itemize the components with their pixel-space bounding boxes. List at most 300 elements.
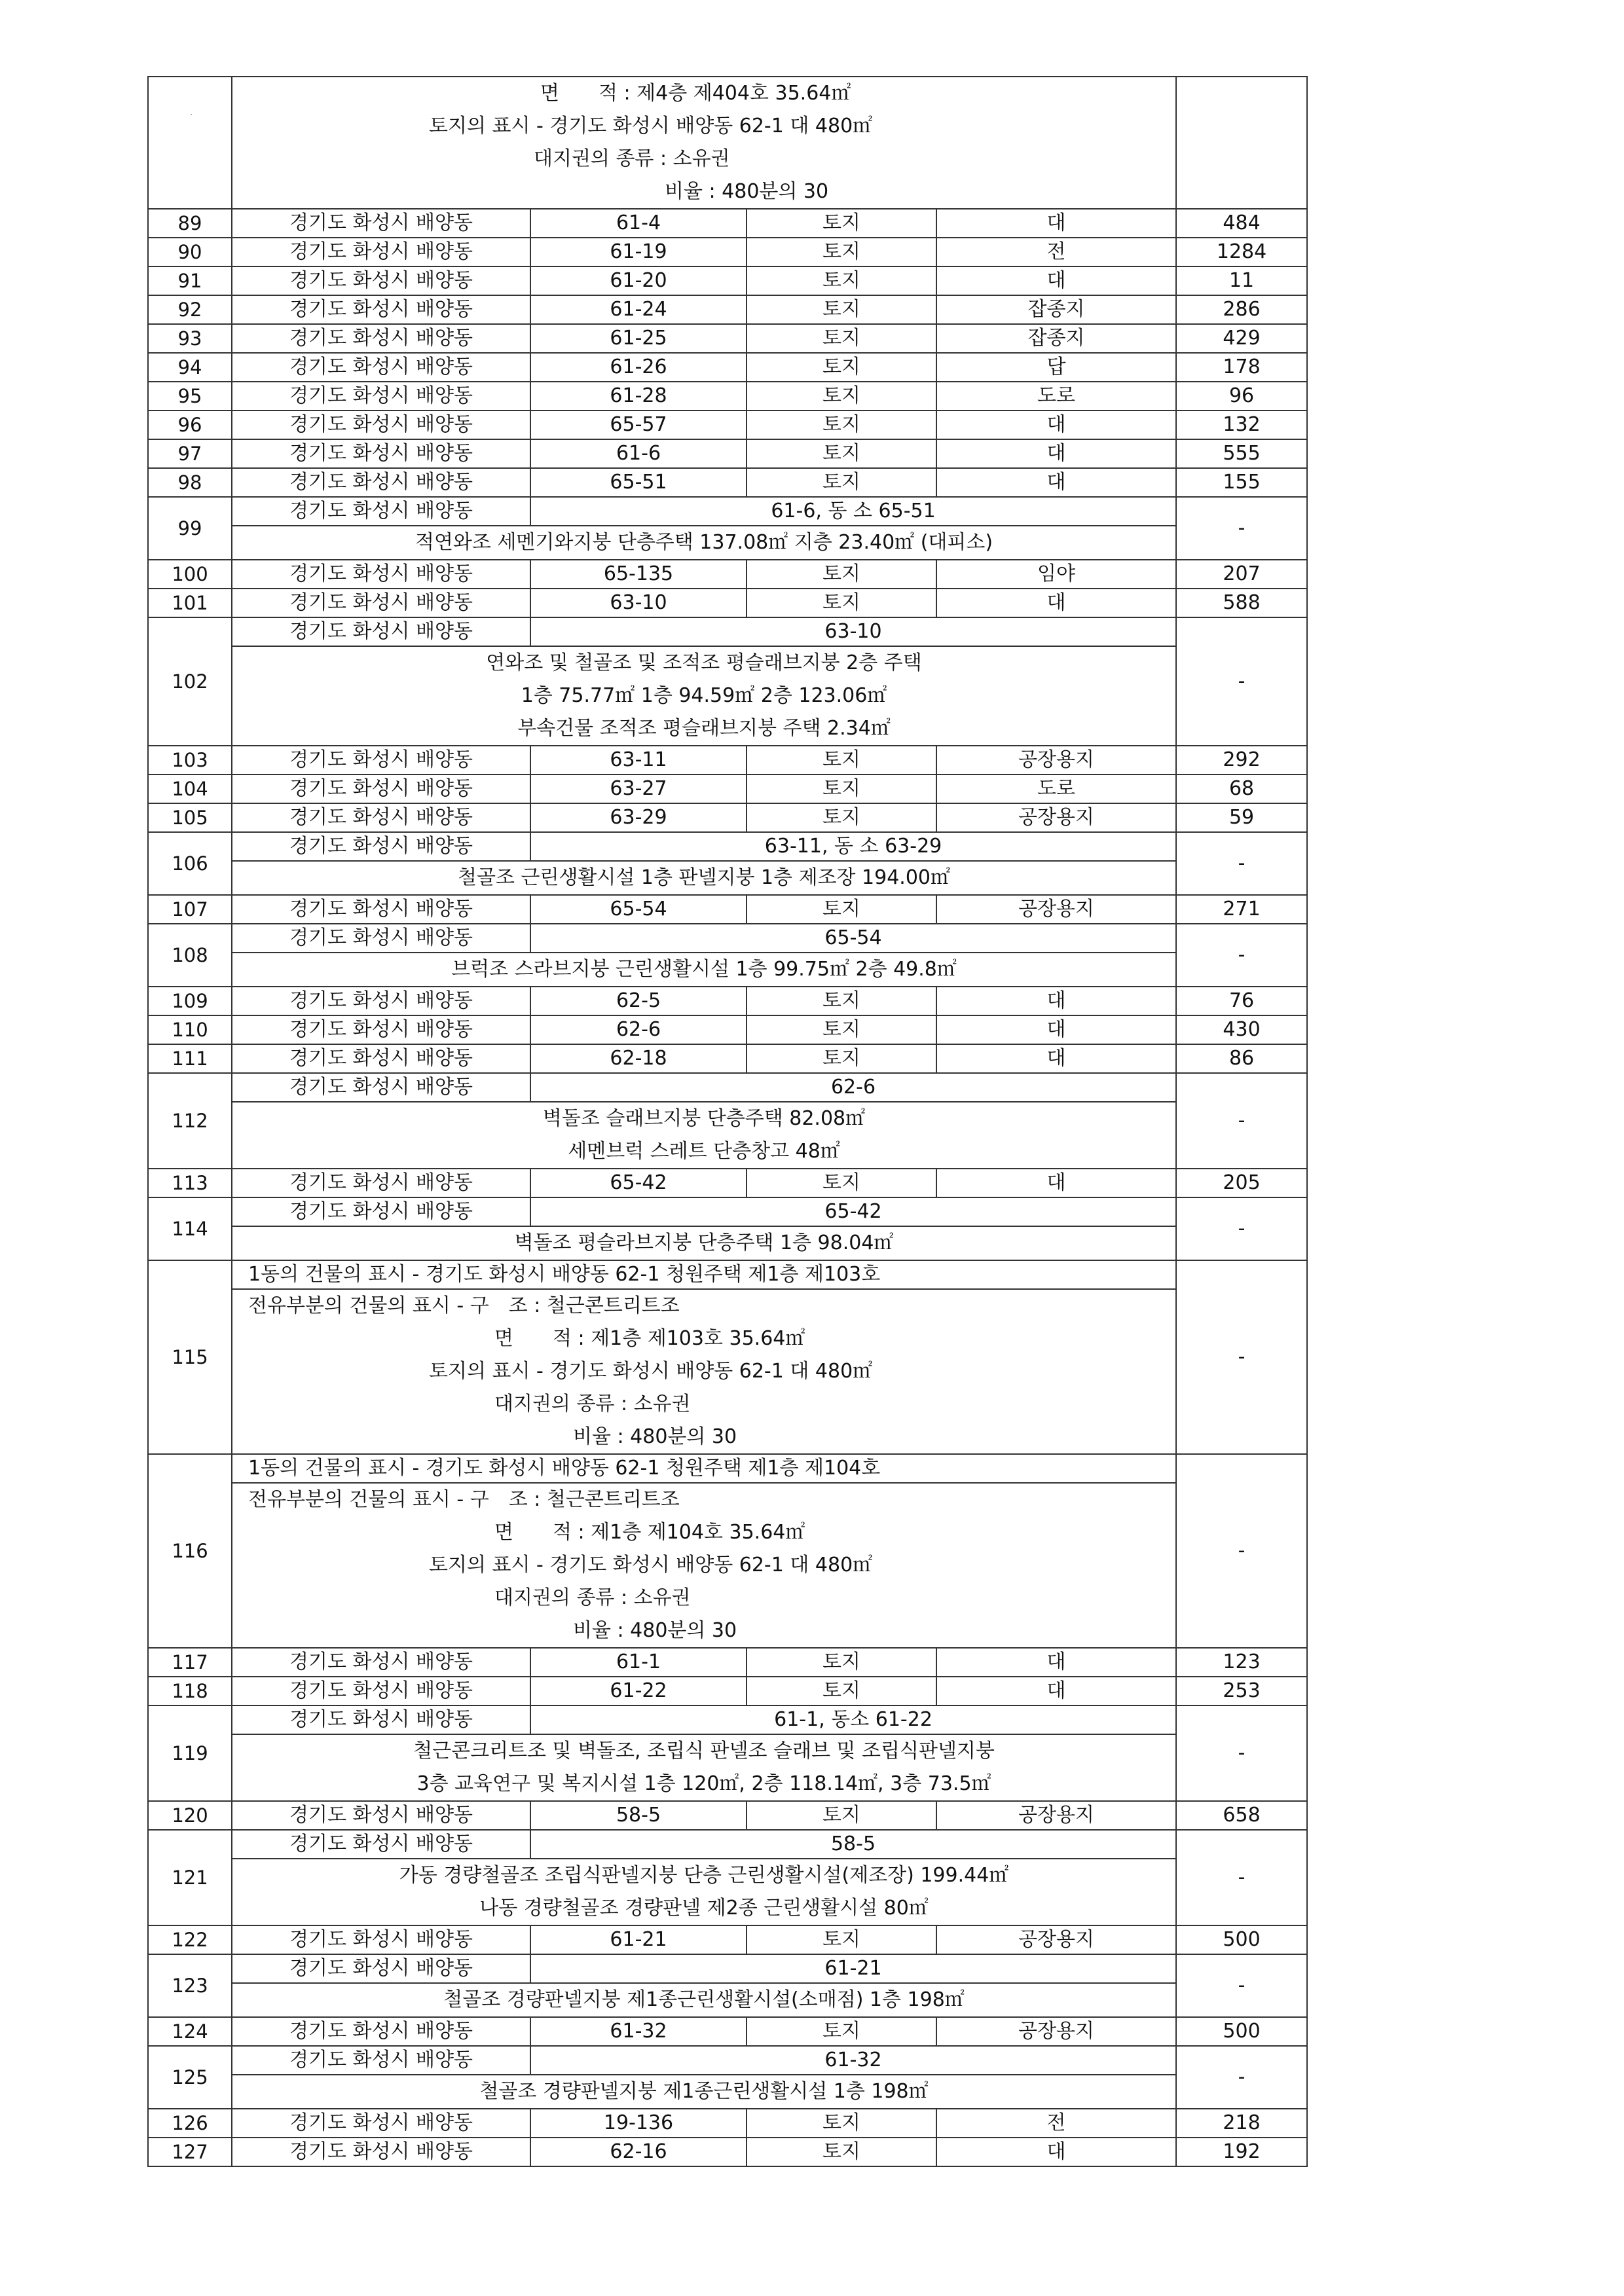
area-dash-cell: -	[1176, 1073, 1307, 1169]
address-cell: 경기도 화성시 배양동	[232, 497, 530, 526]
area-dash-cell: -	[1176, 924, 1307, 987]
row-number: 108	[148, 924, 232, 987]
table-row	[148, 1044, 1307, 1073]
address-cell: 경기도 화성시 배양동	[232, 987, 530, 1015]
row-number: 101	[148, 589, 232, 617]
address-cell: 경기도 화성시 배양동	[232, 803, 530, 832]
row-number: 121	[148, 1830, 232, 1925]
row-number: 116	[148, 1454, 232, 1648]
table-row	[148, 895, 1307, 924]
row-number: 99	[148, 497, 232, 560]
lot-number-cell: 65-42	[530, 1169, 747, 1197]
category-cell: 토지	[747, 295, 936, 324]
lot-number-cell: 63-11	[530, 746, 747, 774]
table-row	[148, 1925, 1307, 1954]
area-value-cell: 155	[1176, 468, 1307, 497]
building-description-cell	[232, 646, 1176, 746]
row-number: 113	[148, 1169, 232, 1197]
building-lot-cell: 61-32	[530, 2046, 1176, 2075]
category-cell: 토지	[747, 209, 936, 238]
area-dash-cell: -	[1176, 1705, 1307, 1801]
area-value-cell: 588	[1176, 589, 1307, 617]
table-row	[148, 746, 1307, 774]
land-type-cell: 전	[936, 238, 1176, 266]
lot-number-cell: 63-29	[530, 803, 747, 832]
lot-number-cell: 61-22	[530, 1677, 747, 1705]
lot-number-cell: 19-136	[530, 2109, 747, 2138]
lot-number-cell: 61-4	[530, 209, 747, 238]
unit-detail-line: 면 적 : 제1층 제104호 35.64㎡	[494, 1521, 805, 1544]
category-cell: 토지	[747, 1801, 936, 1830]
address-cell: 경기도 화성시 배양동	[232, 617, 530, 646]
margin-mark: ·	[190, 110, 193, 120]
address-cell: 경기도 화성시 배양동	[232, 1705, 530, 1734]
category-cell: 토지	[747, 468, 936, 497]
address-cell: 경기도 화성시 배양동	[232, 895, 530, 924]
unit-description-cell	[232, 1483, 1176, 1648]
lot-number-cell: 61-25	[530, 324, 747, 353]
row-number: 125	[148, 2046, 232, 2109]
building-lot-cell: 61-21	[530, 1954, 1176, 1983]
address-cell: 경기도 화성시 배양동	[232, 209, 530, 238]
building-description-cell	[232, 1226, 1176, 1260]
table-row	[148, 209, 1307, 238]
unit-detail-line: 대지권의 종류 : 소유권	[494, 1586, 691, 1609]
area-value-cell: 484	[1176, 209, 1307, 238]
area-dash-cell: -	[1176, 497, 1307, 560]
building-description-cell	[232, 953, 1176, 987]
table-row	[148, 832, 1307, 861]
lot-number-cell: 65-51	[530, 468, 747, 497]
row-number: 97	[148, 439, 232, 468]
category-cell: 토지	[747, 1648, 936, 1677]
category-cell: 토지	[747, 2017, 936, 2046]
land-type-cell: 대	[936, 1015, 1176, 1044]
area-value-cell: 218	[1176, 2109, 1307, 2138]
area-value-cell: 430	[1176, 1015, 1307, 1044]
table-row	[148, 1830, 1307, 1859]
category-cell: 토지	[747, 353, 936, 382]
category-cell: 토지	[747, 382, 936, 410]
area-cell-empty	[1176, 77, 1307, 209]
land-type-cell: 대	[936, 468, 1176, 497]
address-cell: 경기도 화성시 배양동	[232, 1169, 530, 1197]
area-value-cell: 96	[1176, 382, 1307, 410]
row-number: 102	[148, 617, 232, 746]
table-row	[148, 266, 1307, 295]
area-value-cell: 132	[1176, 410, 1307, 439]
address-cell: 경기도 화성시 배양동	[232, 1801, 530, 1830]
land-type-cell: 대	[936, 987, 1176, 1015]
building-lot-cell: 62-6	[530, 1073, 1176, 1102]
area-dash-cell: -	[1176, 1260, 1307, 1454]
table-row	[148, 924, 1307, 953]
address-cell: 경기도 화성시 배양동	[232, 1648, 530, 1677]
table-row	[148, 803, 1307, 832]
building-description-cell	[232, 2075, 1176, 2109]
row-number: 117	[148, 1648, 232, 1677]
category-cell: 토지	[747, 266, 936, 295]
row-number: 123	[148, 1954, 232, 2017]
address-cell: 경기도 화성시 배양동	[232, 1015, 530, 1044]
table-row	[148, 2109, 1307, 2138]
address-cell: 경기도 화성시 배양동	[232, 2109, 530, 2138]
area-dash-cell: -	[1176, 1954, 1307, 2017]
land-type-cell: 대	[936, 1648, 1176, 1677]
address-cell: 경기도 화성시 배양동	[232, 238, 530, 266]
area-dash-cell: -	[1176, 1830, 1307, 1925]
land-type-cell: 대	[936, 589, 1176, 617]
address-cell: 경기도 화성시 배양동	[232, 1954, 530, 1983]
table-row	[148, 2017, 1307, 2046]
category-cell: 토지	[747, 1015, 936, 1044]
lot-number-cell: 61-24	[530, 295, 747, 324]
land-type-cell: 공장용지	[936, 1801, 1176, 1830]
table-row	[148, 468, 1307, 497]
table-row	[148, 1197, 1307, 1226]
row-number: 112	[148, 1073, 232, 1169]
table-row	[148, 1734, 1307, 1801]
category-cell: 토지	[747, 2109, 936, 2138]
building-detail-line: 철골조 경량판넬지붕 제1종근린생활시설 1층 198㎡	[479, 2080, 929, 2103]
unit-detail-line: 전유부분의 건물의 표시 - 구 조 : 철근콘트리트조	[248, 1488, 680, 1511]
lot-number-cell: 65-57	[530, 410, 747, 439]
land-type-cell: 대	[936, 266, 1176, 295]
building-lot-cell: 65-42	[530, 1197, 1176, 1226]
table-row	[148, 861, 1307, 895]
lot-number-cell: 63-27	[530, 774, 747, 803]
description-line: 비율 : 480분의 30	[665, 180, 829, 203]
land-type-cell: 답	[936, 353, 1176, 382]
table-row	[148, 2138, 1307, 2166]
row-number: 114	[148, 1197, 232, 1260]
table-row	[148, 646, 1307, 746]
address-cell: 경기도 화성시 배양동	[232, 2046, 530, 2075]
building-lot-cell: 61-6, 동 소 65-51	[530, 497, 1176, 526]
row-number: 89	[148, 209, 232, 238]
row-number: 107	[148, 895, 232, 924]
unit-description-cell	[232, 1289, 1176, 1454]
unit-detail-line: 면 적 : 제1층 제103호 35.64㎡	[494, 1327, 805, 1350]
building-detail-line: 가동 경량철골조 조립식판넬지붕 단층 근린생활시설(제조장) 199.44㎡	[399, 1864, 1009, 1887]
building-detail-line: 철골조 근린생활시설 1층 판넬지붕 1층 제조장 194.00㎡	[458, 866, 951, 889]
table-row	[148, 1954, 1307, 1983]
table-row	[148, 1483, 1307, 1648]
building-detail-line: 브럭조 스라브지붕 근린생활시설 1층 99.75㎡ 2층 49.8㎡	[451, 958, 957, 981]
row-number: 126	[148, 2109, 232, 2138]
lot-number-cell: 62-18	[530, 1044, 747, 1073]
address-cell: 경기도 화성시 배양동	[232, 832, 530, 861]
table-row	[148, 1260, 1307, 1289]
building-lot-cell: 58-5	[530, 1830, 1176, 1859]
unit-detail-line: 비율 : 480분의 30	[573, 1425, 737, 1448]
table-row	[148, 295, 1307, 324]
address-cell: 경기도 화성시 배양동	[232, 353, 530, 382]
header-description-cell	[232, 77, 1176, 209]
address-cell: 경기도 화성시 배양동	[232, 439, 530, 468]
category-cell: 토지	[747, 803, 936, 832]
row-number: 98	[148, 468, 232, 497]
building-detail-line: 철근콘크리트조 및 벽돌조, 조립식 판넬조 슬래브 및 조립식판넬지붕	[413, 1740, 995, 1762]
category-cell: 토지	[747, 1925, 936, 1954]
building-description-cell	[232, 1859, 1176, 1925]
table-row	[148, 1289, 1307, 1454]
address-cell: 경기도 화성시 배양동	[232, 2017, 530, 2046]
table-row	[148, 1015, 1307, 1044]
row-number: 115	[148, 1260, 232, 1454]
address-cell: 경기도 화성시 배양동	[232, 266, 530, 295]
table-row	[148, 353, 1307, 382]
address-cell: 경기도 화성시 배양동	[232, 1197, 530, 1226]
building-title-cell: 1동의 건물의 표시 - 경기도 화성시 배양동 62-1 청원주택 제1층 제103호	[232, 1260, 1176, 1289]
unit-detail-line: 토지의 표시 - 경기도 화성시 배양동 62-1 대 480㎡	[429, 1360, 873, 1383]
land-type-cell: 잡종지	[936, 295, 1176, 324]
address-cell: 경기도 화성시 배양동	[232, 468, 530, 497]
category-cell: 토지	[747, 324, 936, 353]
address-cell: 경기도 화성시 배양동	[232, 746, 530, 774]
building-detail-line: 벽돌조 슬래브지붕 단층주택 82.08㎡	[542, 1107, 866, 1130]
area-value-cell: 500	[1176, 1925, 1307, 1954]
description-line: 면 적 : 제4층 제404호 35.64㎡	[540, 82, 851, 105]
category-cell: 토지	[747, 1044, 936, 1073]
lot-number-cell: 61-21	[530, 1925, 747, 1954]
row-number: 105	[148, 803, 232, 832]
description-line: 토지의 표시 - 경기도 화성시 배양동 62-1 대 480㎡	[429, 115, 873, 137]
category-cell: 토지	[747, 439, 936, 468]
building-description-cell	[232, 1734, 1176, 1801]
lot-number-cell: 62-5	[530, 987, 747, 1015]
table-row	[148, 617, 1307, 646]
area-value-cell: 205	[1176, 1169, 1307, 1197]
area-value-cell: 207	[1176, 560, 1307, 589]
table-row	[148, 1983, 1307, 2017]
table-row	[148, 589, 1307, 617]
lot-number-cell: 65-54	[530, 895, 747, 924]
row-number: 104	[148, 774, 232, 803]
row-number: 110	[148, 1015, 232, 1044]
area-dash-cell: -	[1176, 832, 1307, 895]
building-detail-line: 연와조 및 철골조 및 조적조 평슬래브지붕 2층 주택	[486, 651, 922, 674]
row-number: 94	[148, 353, 232, 382]
land-type-cell: 대	[936, 439, 1176, 468]
land-type-cell: 공장용지	[936, 803, 1176, 832]
row-number: 103	[148, 746, 232, 774]
lot-number-cell: 61-19	[530, 238, 747, 266]
table-row	[148, 238, 1307, 266]
row-number-cell-empty	[148, 77, 232, 209]
table-row	[148, 560, 1307, 589]
address-cell: 경기도 화성시 배양동	[232, 382, 530, 410]
unit-detail-line: 대지권의 종류 : 소유권	[494, 1393, 691, 1415]
table-row	[148, 2046, 1307, 2075]
description-line: 대지권의 종류 : 소유권	[534, 147, 730, 170]
land-type-cell: 도로	[936, 382, 1176, 410]
area-value-cell: 178	[1176, 353, 1307, 382]
table-row	[148, 526, 1307, 560]
address-cell: 경기도 화성시 배양동	[232, 774, 530, 803]
table-row	[148, 1226, 1307, 1260]
area-value-cell: 658	[1176, 1801, 1307, 1830]
table-row	[148, 987, 1307, 1015]
area-dash-cell: -	[1176, 1197, 1307, 1260]
land-type-cell: 공장용지	[936, 746, 1176, 774]
lot-number-cell: 62-6	[530, 1015, 747, 1044]
table-row	[148, 1801, 1307, 1830]
table-row	[148, 382, 1307, 410]
building-description-cell	[232, 526, 1176, 560]
land-type-cell: 대	[936, 1677, 1176, 1705]
table-row	[148, 774, 1307, 803]
area-dash-cell: -	[1176, 617, 1307, 746]
category-cell: 토지	[747, 410, 936, 439]
building-detail-line: 적연와조 세멘기와지붕 단층주택 137.08㎡ 지층 23.40㎡ (대피소)	[415, 531, 993, 554]
property-list-table	[147, 76, 1308, 2167]
area-value-cell: 292	[1176, 746, 1307, 774]
lot-number-cell: 61-6	[530, 439, 747, 468]
table-row	[148, 1677, 1307, 1705]
address-cell: 경기도 화성시 배양동	[232, 1073, 530, 1102]
row-number: 100	[148, 560, 232, 589]
category-cell: 토지	[747, 560, 936, 589]
area-value-cell: 76	[1176, 987, 1307, 1015]
building-detail-line: 3층 교육연구 및 복지시설 1층 120㎡, 2층 118.14㎡, 3층 73.5㎡	[416, 1772, 991, 1795]
area-value-cell: 59	[1176, 803, 1307, 832]
area-value-cell: 253	[1176, 1677, 1307, 1705]
land-type-cell: 대	[936, 1169, 1176, 1197]
area-value-cell: 1284	[1176, 238, 1307, 266]
land-type-cell: 대	[936, 1044, 1176, 1073]
lot-number-cell: 58-5	[530, 1801, 747, 1830]
land-type-cell: 도로	[936, 774, 1176, 803]
category-cell: 토지	[747, 1169, 936, 1197]
row-number: 127	[148, 2138, 232, 2166]
address-cell: 경기도 화성시 배양동	[232, 1044, 530, 1073]
land-type-cell: 대	[936, 209, 1176, 238]
land-type-cell: 전	[936, 2109, 1176, 2138]
area-dash-cell: -	[1176, 1454, 1307, 1648]
address-cell: 경기도 화성시 배양동	[232, 1925, 530, 1954]
table-row	[148, 1169, 1307, 1197]
lot-number-cell: 61-28	[530, 382, 747, 410]
category-cell: 토지	[747, 1677, 936, 1705]
land-type-cell: 임야	[936, 560, 1176, 589]
address-cell: 경기도 화성시 배양동	[232, 2138, 530, 2166]
table-row	[148, 2075, 1307, 2109]
category-cell: 토지	[747, 589, 936, 617]
address-cell: 경기도 화성시 배양동	[232, 1830, 530, 1859]
area-value-cell: 286	[1176, 295, 1307, 324]
building-detail-line: 부속건물 조적조 평슬래브지붕 주택 2.34㎡	[517, 717, 891, 740]
area-value-cell: 192	[1176, 2138, 1307, 2166]
table-row	[148, 497, 1307, 526]
building-lot-cell: 63-11, 동 소 63-29	[530, 832, 1176, 861]
building-detail-line: 나동 경량철골조 경량판넬 제2종 근린생활시설 80㎡	[479, 1897, 929, 1920]
row-number: 122	[148, 1925, 232, 1954]
address-cell: 경기도 화성시 배양동	[232, 560, 530, 589]
table-row	[148, 410, 1307, 439]
address-cell: 경기도 화성시 배양동	[232, 295, 530, 324]
address-cell: 경기도 화성시 배양동	[232, 589, 530, 617]
building-lot-cell: 63-10	[530, 617, 1176, 646]
building-detail-line: 세멘브럭 스레트 단층창고 48㎡	[568, 1140, 840, 1163]
area-value-cell: 86	[1176, 1044, 1307, 1073]
building-lot-cell: 65-54	[530, 924, 1176, 953]
row-number: 93	[148, 324, 232, 353]
unit-detail-line: 전유부분의 건물의 표시 - 구 조 : 철근콘트리트조	[248, 1294, 680, 1317]
table-row	[148, 1454, 1307, 1483]
building-detail-line: 1층 75.77㎡ 1층 94.59㎡ 2층 123.06㎡	[521, 684, 887, 707]
table-row	[148, 1102, 1307, 1169]
area-value-cell: 500	[1176, 2017, 1307, 2046]
category-cell: 토지	[747, 895, 936, 924]
lot-number-cell: 61-20	[530, 266, 747, 295]
address-cell: 경기도 화성시 배양동	[232, 924, 530, 953]
row-number: 111	[148, 1044, 232, 1073]
lot-number-cell: 61-26	[530, 353, 747, 382]
lot-number-cell: 63-10	[530, 589, 747, 617]
address-cell: 경기도 화성시 배양동	[232, 1677, 530, 1705]
unit-detail-line: 비율 : 480분의 30	[573, 1619, 737, 1642]
area-dash-cell: -	[1176, 2046, 1307, 2109]
unit-detail-line: 토지의 표시 - 경기도 화성시 배양동 62-1 대 480㎡	[429, 1554, 873, 1576]
row-number: 95	[148, 382, 232, 410]
row-number: 109	[148, 987, 232, 1015]
category-cell: 토지	[747, 774, 936, 803]
land-type-cell: 공장용지	[936, 1925, 1176, 1954]
row-number: 124	[148, 2017, 232, 2046]
category-cell: 토지	[747, 746, 936, 774]
lot-number-cell: 62-16	[530, 2138, 747, 2166]
row-number: 90	[148, 238, 232, 266]
building-detail-line: 벽돌조 평슬라브지붕 단층주택 1층 98.04㎡	[514, 1231, 894, 1254]
table-row	[148, 1705, 1307, 1734]
row-number: 118	[148, 1677, 232, 1705]
building-detail-line: 철골조 경량판넬지붕 제1종근린생활시설(소매점) 1층 198㎡	[443, 1988, 965, 2011]
address-cell: 경기도 화성시 배양동	[232, 324, 530, 353]
category-cell: 토지	[747, 987, 936, 1015]
building-description-cell	[232, 1102, 1176, 1169]
row-number: 120	[148, 1801, 232, 1830]
building-description-cell	[232, 1983, 1176, 2017]
table-row	[148, 77, 1307, 209]
area-value-cell: 429	[1176, 324, 1307, 353]
address-cell: 경기도 화성시 배양동	[232, 410, 530, 439]
land-type-cell: 공장용지	[936, 2017, 1176, 2046]
building-title-cell: 1동의 건물의 표시 - 경기도 화성시 배양동 62-1 청원주택 제1층 제104호	[232, 1454, 1176, 1483]
table-row	[148, 953, 1307, 987]
land-type-cell: 잡종지	[936, 324, 1176, 353]
table-row	[148, 1073, 1307, 1102]
row-number: 91	[148, 266, 232, 295]
area-value-cell: 11	[1176, 266, 1307, 295]
land-type-cell: 공장용지	[936, 895, 1176, 924]
table-row	[148, 1859, 1307, 1925]
row-number: 106	[148, 832, 232, 895]
lot-number-cell: 61-1	[530, 1648, 747, 1677]
table-row	[148, 1648, 1307, 1677]
land-type-cell: 대	[936, 410, 1176, 439]
area-value-cell: 555	[1176, 439, 1307, 468]
row-number: 119	[148, 1705, 232, 1801]
row-number: 96	[148, 410, 232, 439]
lot-number-cell: 61-32	[530, 2017, 747, 2046]
category-cell: 토지	[747, 2138, 936, 2166]
area-value-cell: 271	[1176, 895, 1307, 924]
category-cell: 토지	[747, 238, 936, 266]
area-value-cell: 123	[1176, 1648, 1307, 1677]
table-row	[148, 439, 1307, 468]
area-value-cell: 68	[1176, 774, 1307, 803]
